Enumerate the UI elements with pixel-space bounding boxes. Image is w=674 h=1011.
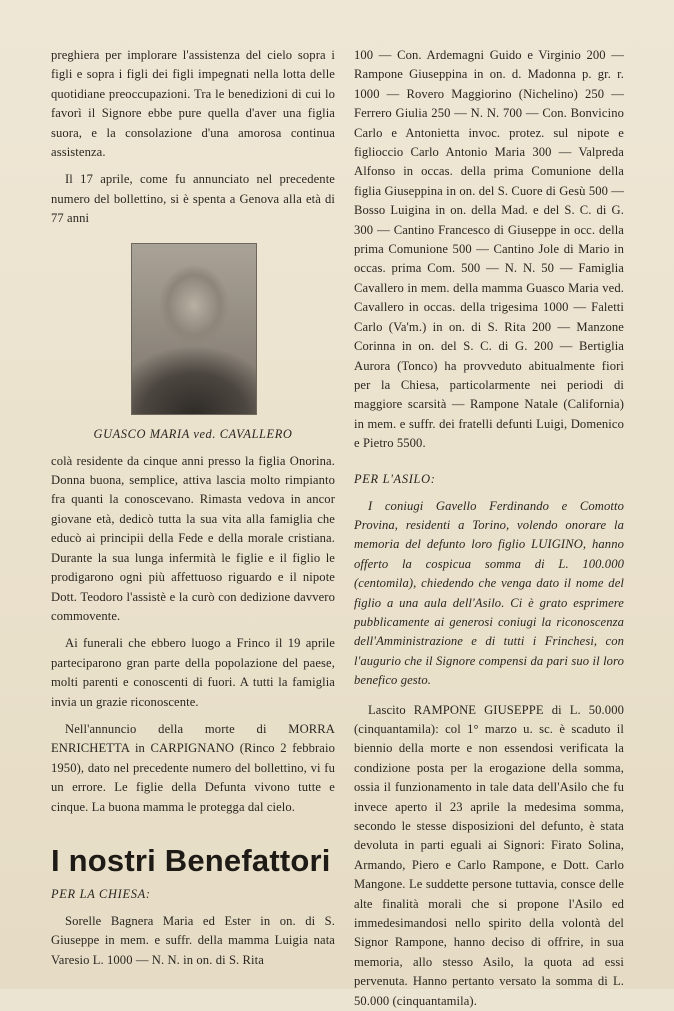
paragraph-donations-start: Sorelle Bagnera Maria ed Ester in on. di S. Giuseppe in mem. e suffr. della mamma Luigia nata Varesio L. 1000 — N. N. in on. di S. Rita: [51, 913, 335, 967]
label-per-l-asilo: PER L'ASILO:: [354, 471, 436, 486]
left-column: [51, 46, 335, 970]
section-heading-benefactors: I nostri Benefattori: [51, 842, 331, 878]
column-divider: [344, 40, 345, 920]
paragraph-death-notice: Il 17 aprile, come fu annunciato nel precedente numero del bollettino, si è spenta a Genova alla età di 77 anni: [51, 172, 335, 226]
paragraph-correction: Nell'annuncio della morte di MORRA ENRICHETTA in CARPIGNANO (Rinco 2 febbraio 1950), dato nel precedente numero del bollettino, vi fu un errore. Le figlie della Defunta vivono tutte e cinque. La buona mamma le protegga dal cielo.: [51, 721, 335, 814]
paragraph-rampone-bequest: Lascito RAMPONE GIUSEPPE di L. 50.000 (cinquantamila): col 1° marzo u. sc. è scaduto il biennio della morte e non essendosi verificata la condizione posta per la erogazione della somma, ossia il funzionamento in tale data dell'Asilo che fu invece aperto il 23 aprile la medesima somma, secondo le stesse disposizioni del defunto, è stata devoluta in parti eguali ai Signori: Firato Solina, Armando, Piero e Carlo Rampone, e Dott. Carlo Mangone. Le suddette persone tuttavia, consce delle alte finalità morali che si propone l'Asilo ed immedesimandosi nello spirito della volontà del Signor Rampone, hanno deciso di offrire, in sua memoria, allo stesso Asilo, la quota ad essi pervenuta. Hanno pertanto versato la somma di L. 50.000 (cinquantamila).: [354, 702, 624, 1008]
paragraph-prayer: preghiera per implorare l'assistenza del cielo sopra i figli e sopra i figli dei figli impegnati nella lotta delle quotidiane preoccupazioni. Tra le benedizioni di cui lo favorì il Signore ebbe pure quella d'aver una figlia suora, e la consolazione d'una amorosa continua assistenza.: [51, 48, 335, 160]
paragraph-biography: colà residente da cinque anni presso la figlia Onorina. Donna buona, semplice, attiva lascia molto rimpianto fra quanti la conoscevano. Rimasta vedova in ancor giovane età, dedicò tutta la sua vita alla famiglia che educò ai principii della Fede e della morale cristiana. Durante la sua lunga infermità le figlie e il figlio le prodigarono ogni più affettuoso riguardo e il nipote Dott. Teodoro l'assistè e la curò con dedizione davvero commovente.: [51, 453, 335, 623]
right-column: [354, 46, 624, 1011]
paragraph-funeral: Ai funerali che ebbero luogo a Frinco il 19 aprile parteciparono gran parte della popolazione del paese, molti parenti e conoscenti di fuori. A tutti la famiglia invia un grazie riconoscente.: [51, 636, 335, 709]
portrait-photo: [131, 243, 257, 415]
label-per-la-chiesa: PER LA CHIESA:: [51, 886, 151, 901]
photo-caption: GUASCO MARIA ved. CAVALLERO: [93, 426, 293, 441]
paragraph-donations-list: 100 — Con. Ardemagni Guido e Virginio 200 — Rampone Giuseppina in on. d. Madonna p. gr. r. 1000 — Rovero Maggiorino (Nichelino) 250 — Ferrero Giulia 250 — N. N. 700 — Con. Bonvicino Carlo e Antonietta invoc. protez. sul nipote e figlioccio Carlo Antonio Maria 300 — Valpreda Alfonso in occas. della prima Comunione della figlia Giuseppina in on. del S. Cuore di Gesù 500 — Bosso Luigina in on. della Mad. e del S. C. di G. 300 — Cantino Francesco di Giuseppe in occ. della prima Comunione 500 — Cantino Jole di Mario in occas. prima Com. 500 — N. N. 50 — Famiglia Cavallero in mem. della mamma Guasco Maria ved. Cavallero in occas. della trigesima 1000 — Faletti Carlo (Va'm.) in on. di S. Rita 200 — Manzone Corinna in on. del S. C. di G. 200 — Bertiglia Aurora (Tonco) ha provveduto abitualmente fiori per la Chiesa, particolarmente nei periodi di maggiore scarsità — Rampone Natale (California) in mem. e suffr. dei fratelli defunti Luigi, Domenico e Pietro 5500.: [354, 48, 624, 451]
paragraph-gavello-donation: I coniugi Gavello Ferdinando e Comotto Provina, residenti a Torino, volendo onorare la memoria del defunto loro figlio LUIGINO, hanno offerto la cospicua somma di L. 100.000 (centomila), chiedendo che venga dato il nome del figlio a una aula dell'Asilo. Ci è grato esprimere pubblicamente ai generosi coniugi la riconoscenza dell'Amministrazione e di tutti i Frinchesi, con l'augurio che il Signore compensi da pari suo il loro benefico gesto.: [354, 498, 624, 688]
